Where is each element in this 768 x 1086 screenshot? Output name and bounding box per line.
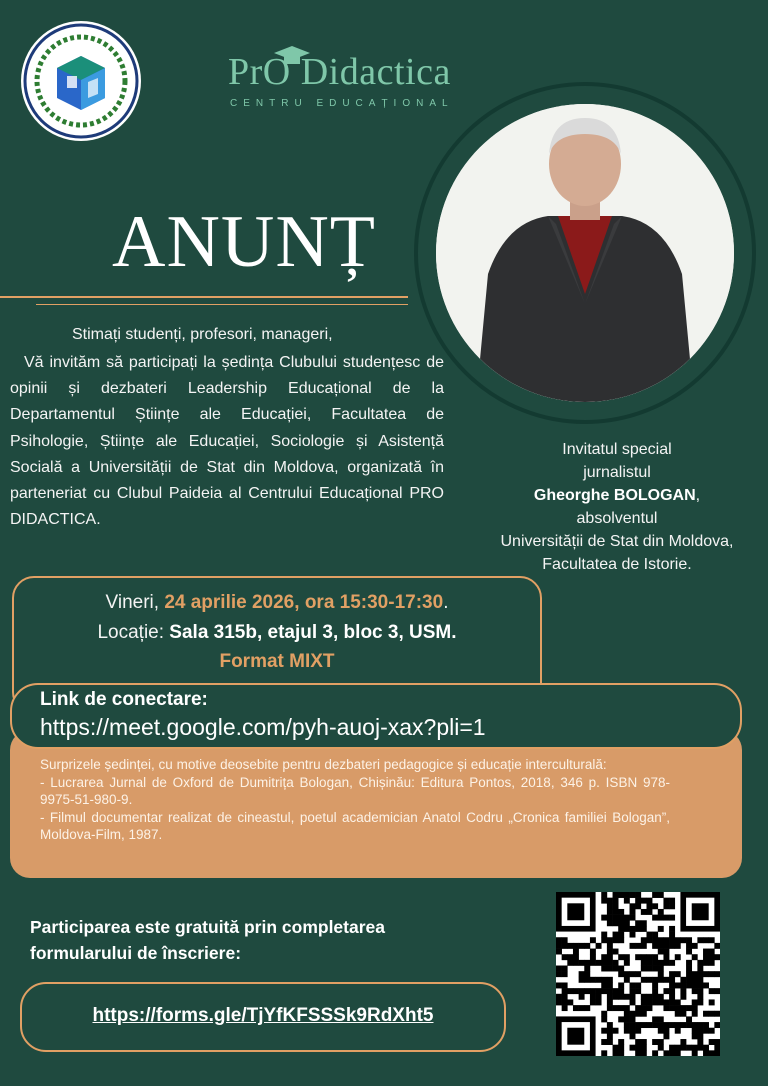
- university-seal-logo: [18, 18, 144, 144]
- title-underline: [0, 296, 408, 298]
- registration-line-2: formularului de înscriere:: [30, 943, 242, 963]
- page-title: ANUNȚ: [112, 201, 376, 283]
- notes-intro: Surprizele ședinței, cu motive deosebite pentru dezbateri pedagogice și educație interculturală:: [40, 757, 607, 772]
- event-format-line: [12, 651, 542, 673]
- notes-film: - Filmul documentar realizat de cineastul, poetul academician Anatol Codru „Cronica familiei Bologan”, Moldova-Film, 1987.: [40, 809, 670, 843]
- event-day: Vineri,: [105, 592, 160, 613]
- registration-text: [30, 914, 385, 966]
- event-date: 24 aprilie 2026: [164, 592, 295, 613]
- guest-info: Invitatul special jurnalistul Gheorghe BOLOGAN, absolventul Universității de Stat din Moldova, Facultatea de Istorie.: [476, 438, 758, 576]
- guest-name: Gheorghe BOLOGAN: [533, 487, 696, 504]
- guest-line-2: jurnalistul: [583, 464, 651, 481]
- organizer-title: PrO Didactica: [228, 51, 451, 93]
- guest-line-5: Facultatea de Istorie.: [542, 556, 692, 573]
- event-date-line: Vineri, 24 aprilie 2026, ora 15:30-17:30.: [105, 592, 449, 613]
- event-location-line: [12, 622, 542, 644]
- notes-book: - Lucrarea Jurnal de Oxford de Dumitrița Bologan, Chișinău: Editura Pontos, 2018, 346 p. ISBN 978-9975-51-980-9.: [40, 774, 670, 808]
- meeting-link[interactable]: https://meet.google.com/pyh-auoj-xax?pli=1: [40, 714, 486, 740]
- invitation-paragraph: Vă invităm să participați la ședința Clubului studențesc de opinii și dezbateri Leadership Educațional de la Departamentul Științe ale Educației, Facultatea de Psihologie, Științe ale Educației, Sociologie și Asistență Socială a Universității de Stat din Moldova, organizată în parteneriat cu Clubul Paideia al Centrului Educațional PRO DIDACTICA.: [10, 354, 444, 529]
- guest-photo: [436, 104, 734, 402]
- registration-line-1: Participarea este gratuită prin completarea: [30, 917, 385, 937]
- event-location: Sala 315b, etajul 3, bloc 3, USM.: [169, 622, 457, 643]
- event-location-label: Locație:: [97, 622, 165, 643]
- greeting-text: Stimați studenți, profesori, manageri,: [72, 326, 333, 343]
- guest-line-1: Invitatul special: [562, 441, 672, 458]
- qr-code[interactable]: [556, 892, 720, 1056]
- prodidactica-logo: [222, 50, 454, 122]
- organizer-subtitle: CENTRU EDUCAȚIONAL: [230, 98, 454, 109]
- event-time: ora 15:30-17:30: [304, 592, 444, 613]
- meeting-link-label: Link de conectare:: [40, 689, 208, 710]
- notes-text: [40, 756, 670, 844]
- event-format: Format MIXT: [219, 651, 335, 672]
- guest-line-3: absolventul: [576, 510, 658, 527]
- guest-portrait-image: [436, 104, 734, 402]
- guest-line-4: Universității de Stat din Moldova,: [500, 533, 734, 550]
- form-link[interactable]: https://forms.gle/TjYfKFSSSk9RdXht5: [92, 1005, 434, 1026]
- title-underline-thin: [36, 304, 408, 305]
